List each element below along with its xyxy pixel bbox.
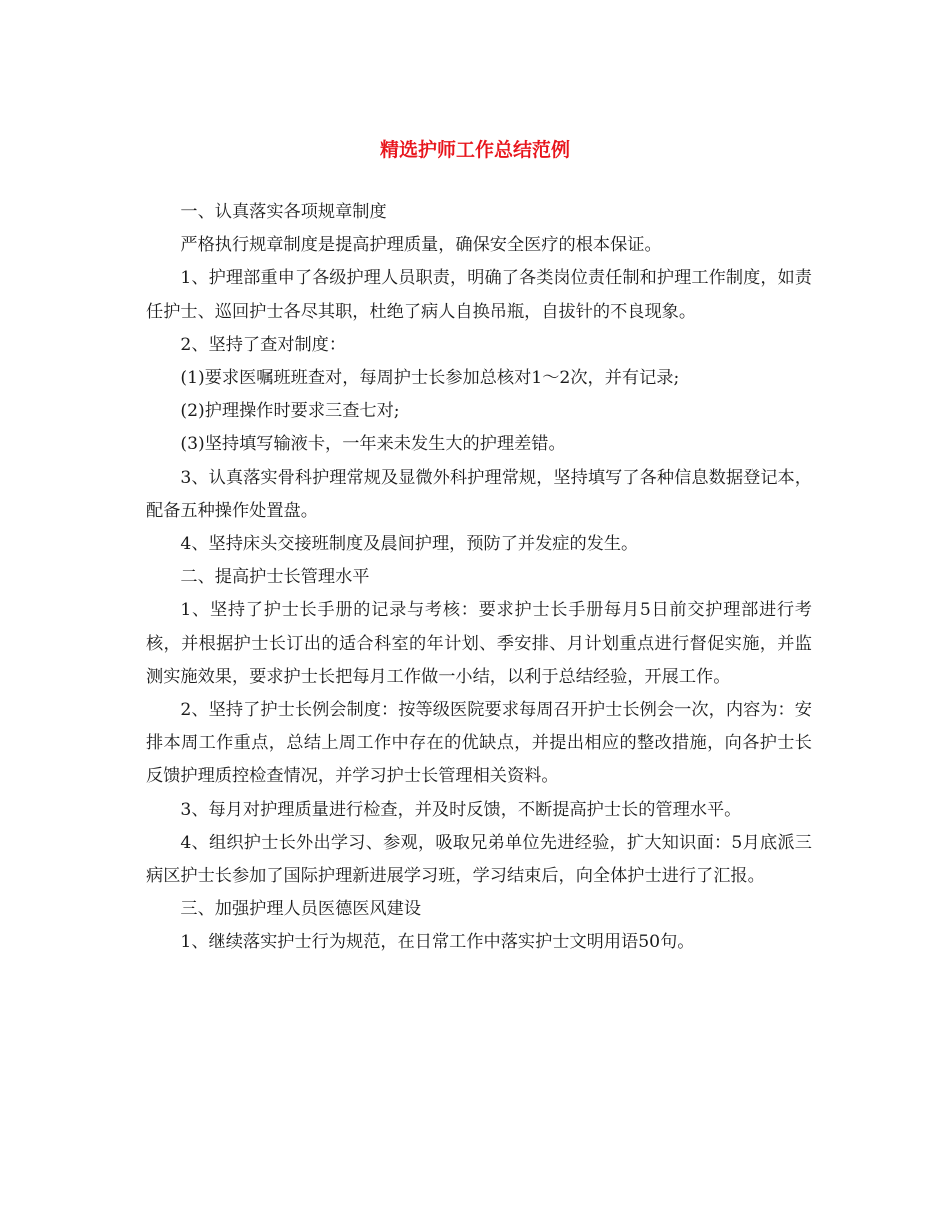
paragraph: (1)要求医嘱班班查对，每周护士长参加总核对1～2次，并有记录;	[180, 368, 680, 389]
paragraph: 1、护理部重申了各级护理人员职责，明确了各类岗位责任制和护理工作制度，如责任护士、巡回护士各尽其职，杜绝了病人自换吊瓶，自拔针的不良现象。	[146, 268, 812, 322]
paragraph: 3、认真落实骨科护理常规及显微外科护理常规，坚持填写了各种信息数据登记本，配备五种操作处置盘。	[146, 467, 812, 521]
paragraph: 2、坚持了查对制度：	[180, 334, 347, 355]
paragraph: 1、继续落实护士行为规范，在日常工作中落实护士文明用语50句。	[180, 932, 695, 953]
paragraph: 4、组织护士长外出学习、参观，吸取兄弟单位先进经验，扩大知识面：5月底派三病区护士长参加了国际护理新进展学习班，学习结束后，向全体护士进行了汇报。	[146, 832, 812, 887]
paragraph: 严格执行规章制度是提高护理质量，确保安全医疗的根本保证。	[180, 235, 662, 256]
paragraph: 4、坚持床头交接班制度及晨间护理，预防了并发症的发生。	[180, 534, 639, 555]
section-heading-2: 二、提高护士长管理水平	[180, 567, 370, 588]
document-title: 精选护师工作总结范例	[379, 139, 570, 161]
section-heading-3: 三、加强护理人员医德医风建设	[180, 899, 422, 920]
paragraph: (3)坚持填写输液卡，一年来未发生大的护理差错。	[180, 434, 566, 455]
paragraph: 2、坚持了护士长例会制度：按等级医院要求每周召开护士长例会一次，内容为：安排本周工作重点，总结上周工作中存在的优缺点，并提出相应的整改措施，向各护士长反馈护理质控检查情况，并学习护士长管理相关资料。	[146, 700, 812, 787]
document-body	[146, 196, 812, 960]
paragraph: 1、坚持了护士长手册的记录与考核：要求护士长手册每月5日前交护理部进行考核，并根据护士长订出的适合科室的年计划、季安排、月计划重点进行督促实施，并监测实施效果，要求护士长把每月工作做一小结，以利于总结经验，开展工作。	[146, 600, 812, 687]
paragraph: (2)护理操作时要求三查七对;	[180, 401, 400, 422]
section-heading-1: 一、认真落实各项规章制度	[180, 202, 387, 222]
paragraph: 3、每月对护理质量进行检查，并及时反馈，不断提高护士长的管理水平。	[180, 799, 742, 820]
